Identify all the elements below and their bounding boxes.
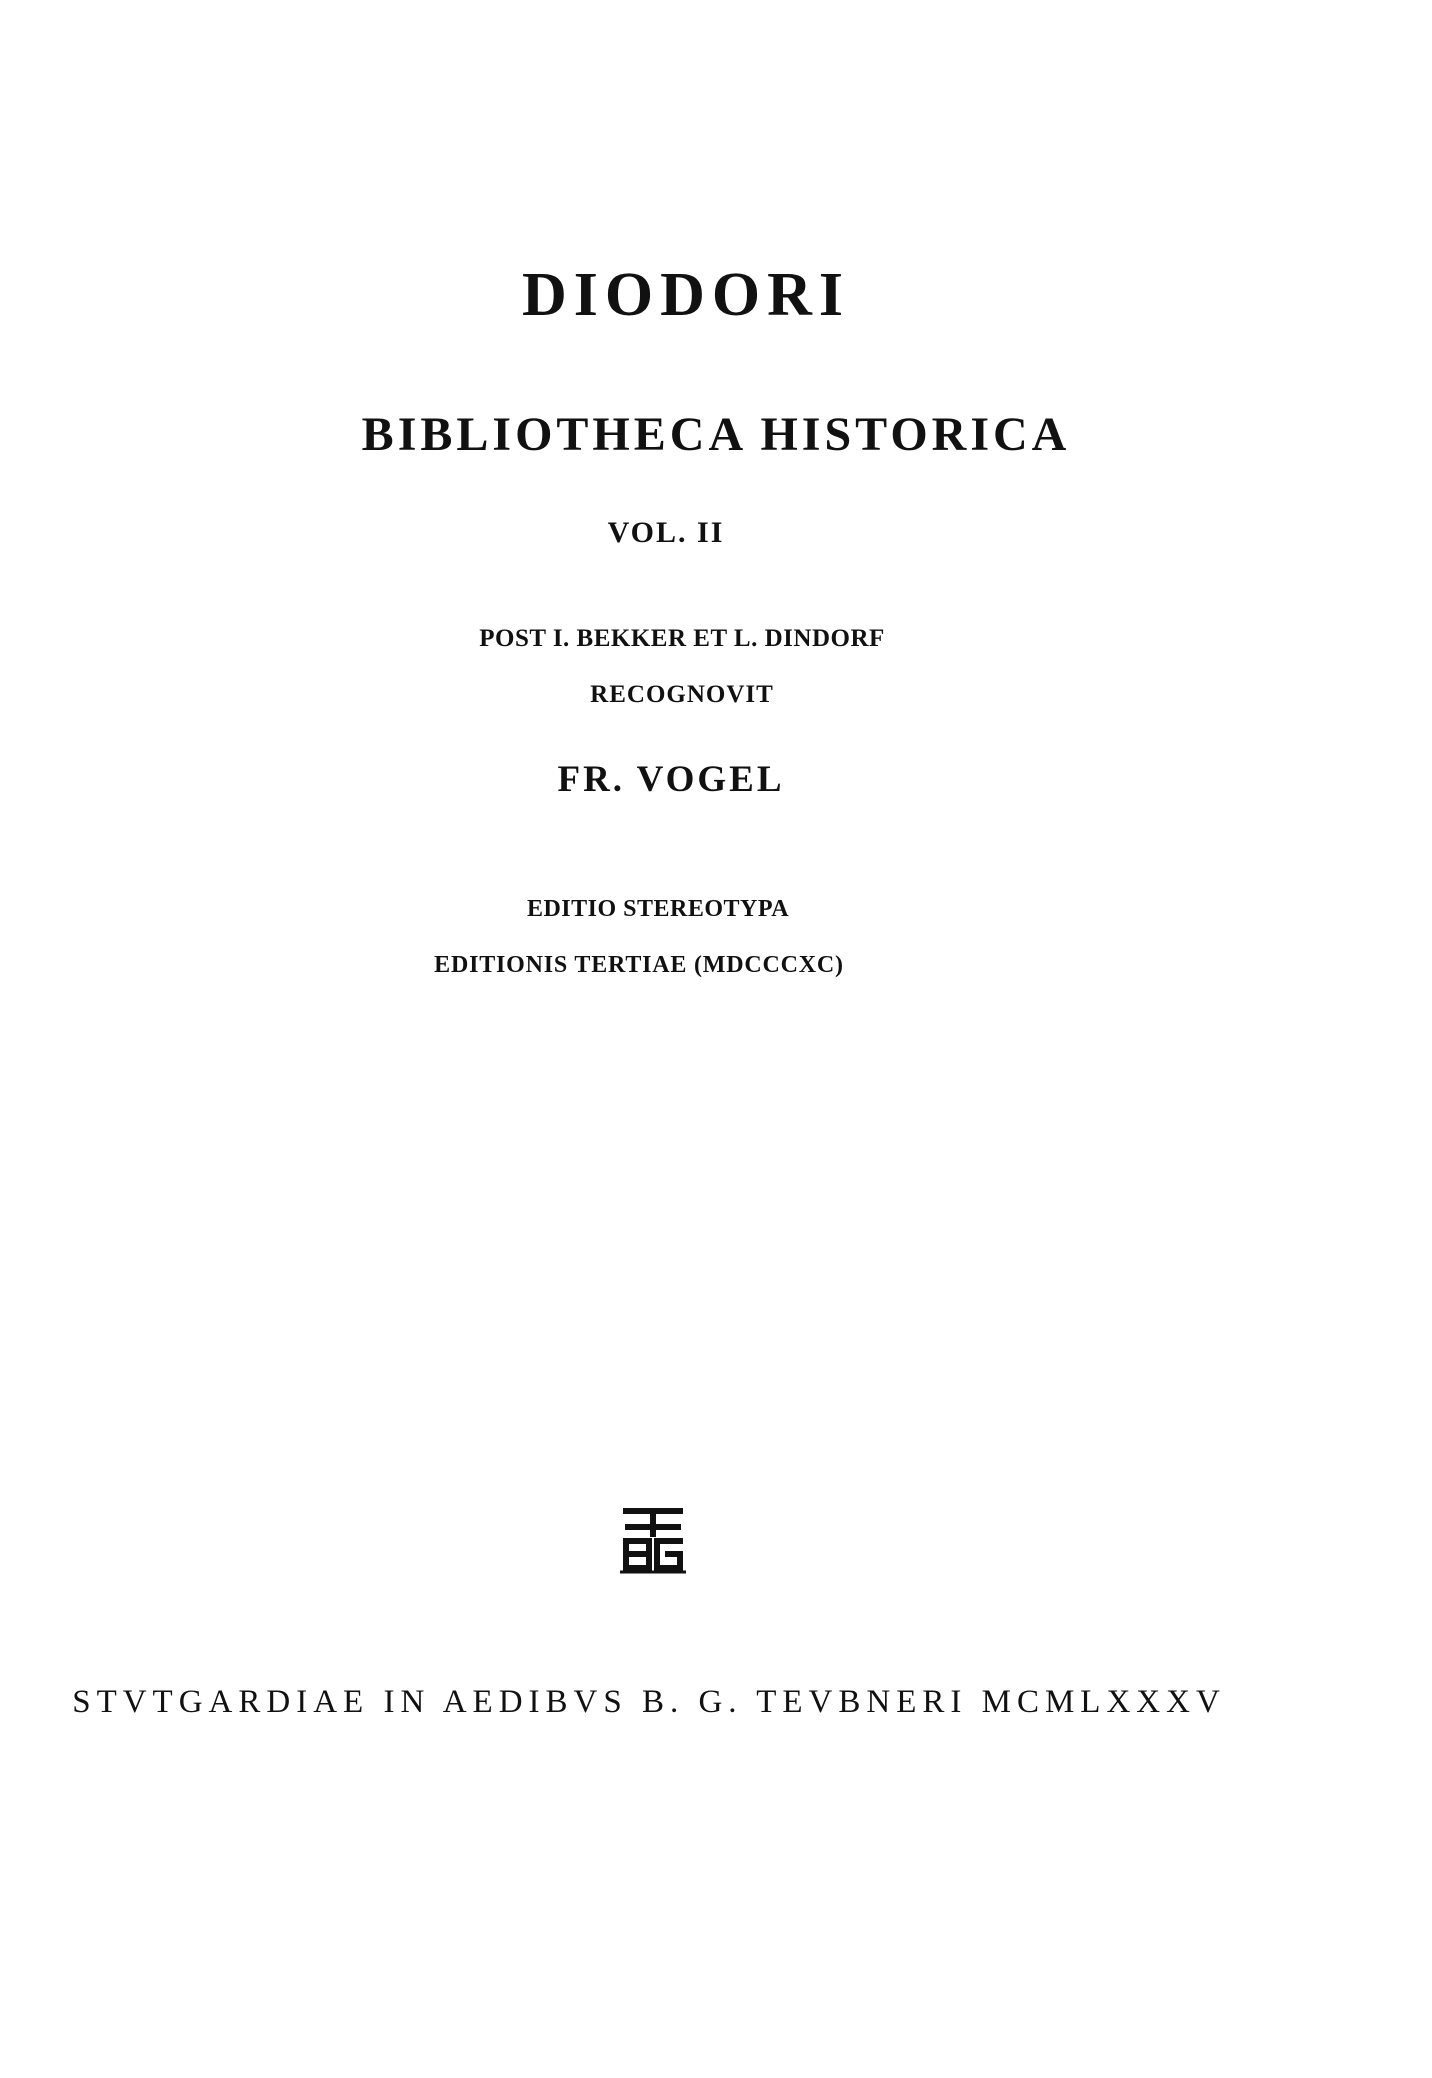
publication-imprint: STVTGARDIAE IN AEDIBVS B. G. TEVBNERI MCMLXXXV (72, 1684, 1226, 1720)
edition-type: EDITIO STEREOTYPA (526, 896, 790, 922)
edition-source-line: POST I. BEKKER ET L. DINDORF (479, 625, 885, 652)
author-name: DIODORI (521, 260, 851, 329)
editor-name: FR. VOGEL (557, 759, 785, 800)
edition-basis: EDITIONIS TERTIAE (MDCCCXC) (434, 952, 844, 978)
teubner-monogram-icon (618, 1504, 688, 1574)
recognovit-line: RECOGNOVIT (590, 681, 774, 708)
volume-number: VOL. II (607, 516, 725, 549)
work-title: BIBLIOTHECA HISTORICA (361, 407, 1071, 461)
